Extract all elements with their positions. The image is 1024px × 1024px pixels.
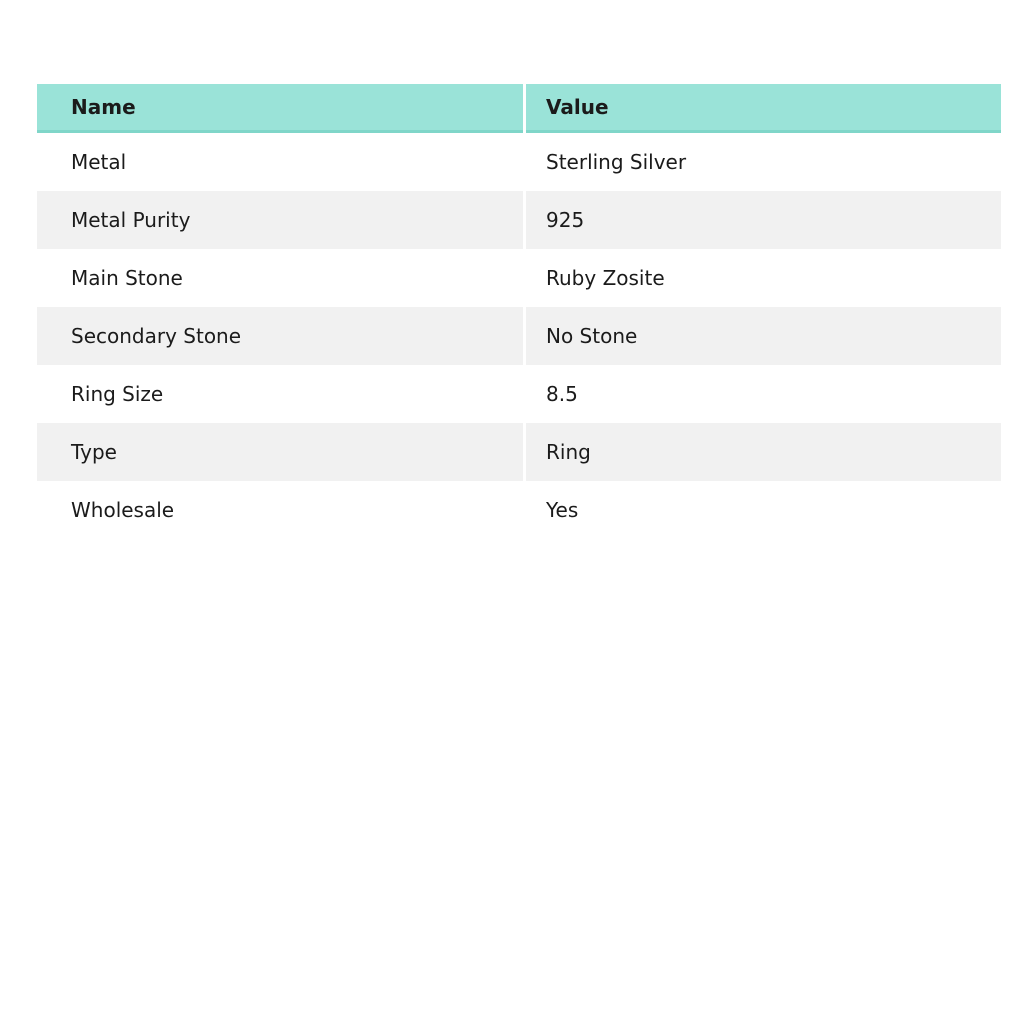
attribute-value-cell: Sterling Silver <box>526 133 1001 191</box>
attribute-value-cell: 8.5 <box>526 365 1001 423</box>
table-row <box>37 133 1001 191</box>
column-header-value: Value <box>526 84 1001 133</box>
table-row <box>37 307 1001 365</box>
table-header-row <box>37 84 1001 133</box>
attribute-name-cell: Metal Purity <box>37 191 523 249</box>
attribute-name-cell: Type <box>37 423 523 481</box>
table-row <box>37 365 1001 423</box>
attribute-name-cell: Wholesale <box>37 481 523 539</box>
attribute-value-cell: 925 <box>526 191 1001 249</box>
attribute-value-cell: No Stone <box>526 307 1001 365</box>
column-header-name: Name <box>37 84 523 133</box>
table-row <box>37 481 1001 539</box>
attribute-name-cell: Metal <box>37 133 523 191</box>
table-body <box>37 133 1001 539</box>
attribute-name-cell: Main Stone <box>37 249 523 307</box>
product-spec-table <box>37 84 1001 539</box>
table-row <box>37 191 1001 249</box>
attribute-name-cell: Secondary Stone <box>37 307 523 365</box>
table-row <box>37 423 1001 481</box>
attribute-value-cell: Ring <box>526 423 1001 481</box>
attribute-value-cell: Ruby Zosite <box>526 249 1001 307</box>
table-row <box>37 249 1001 307</box>
attribute-name-cell: Ring Size <box>37 365 523 423</box>
attribute-value-cell: Yes <box>526 481 1001 539</box>
